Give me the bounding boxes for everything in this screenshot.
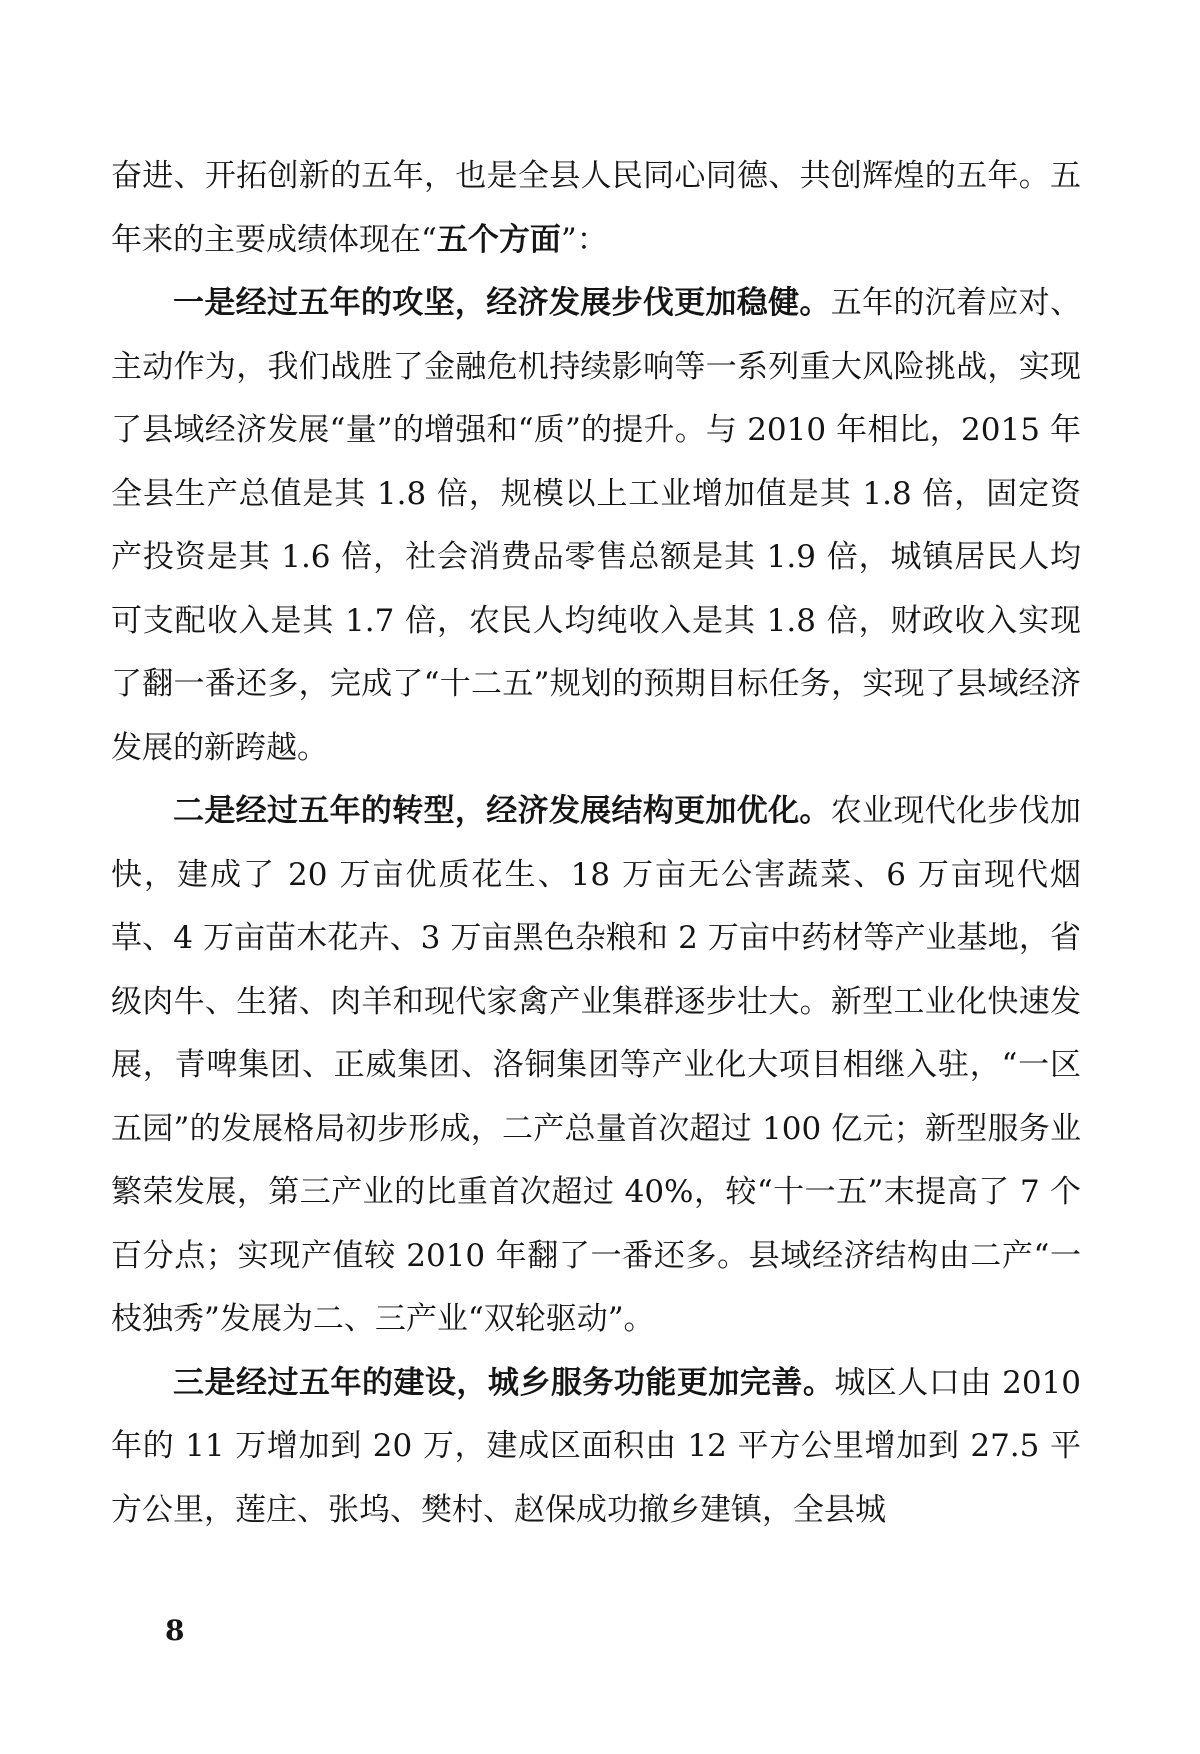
paragraph-intro: 奋进、开拓创新的五年，也是全县人民同心同德、共创辉煌的五年。五年来的主要成绩体现在“五个方面”： [111,158,1081,258]
paragraph-achievement-3 [111,1352,1081,1543]
paragraph-achievement-2 [111,780,1081,1352]
page-number: 8 [165,1614,185,1647]
emphasis-five-aspects: 五个方面 [436,221,561,258]
paragraph-achievement-1 [111,272,1081,780]
document-body [111,145,1081,1542]
paragraph-text: 城区人口由 2010 年的 11 万增加到 20 万，建成区面积由 12 平方公里增加到 27.5 平方公里，莲庄、张坞、樊村、赵保成功撤乡建镇，全县城 [111,1364,1082,1528]
paragraph-lead: 一是经过五年的攻坚，经济发展步伐更加稳健。 [173,285,831,321]
paragraph-text: 五年的沉着应对、主动作为，我们战胜了金融危机持续影响等一系列重大风险挑战，实现了县域经济发展“量”的增强和“质”的提升。与 2010 年相比，2015 年全县生产总值是其 1.8 倍，规模以上工业增加值是其 1.8 倍，固定资产投资是其 1.6 倍，社会消费品零售总额是其 1.9 倍，城镇居民人均可支配收入是其 1.7 倍，农民人均纯收入是其 1.8 倍，财政收入实现了翻一番还多，完成了“十二五”规划的预期目标任务，实现了县域经济发展的新跨越。 [111,285,1081,766]
paragraph-text: 农业现代化步伐加快，建成了 20 万亩优质花生、18 万亩无公害蔬菜、6 万亩现代烟草、4 万亩苗木花卉、3 万亩黑色杂粮和 2 万亩中药材等产业基地，省级肉牛、生猪、肉羊和现代家禽产业集群逐步壮大。新型工业化快速发展，青啤集团、正威集团、洛铜集团等产业化大项目相继入驻，“一区五园”的发展格局初步形成，二产总量首次超过 100 亿元；新型服务业繁荣发展，第三产业的比重首次超过 40%，较“十一五”末提高了 7 个百分点；实现产值较 2010 年翻了一番还多。县域经济结构由二产“一枝独秀”发展为二、三产业“双轮驱动”。 [111,793,1081,1337]
paragraph-lead: 三是经过五年的建设，城乡服务功能更加完善。 [173,1364,835,1401]
paragraph-lead: 二是经过五年的转型，经济发展结构更加优化。 [173,793,831,829]
